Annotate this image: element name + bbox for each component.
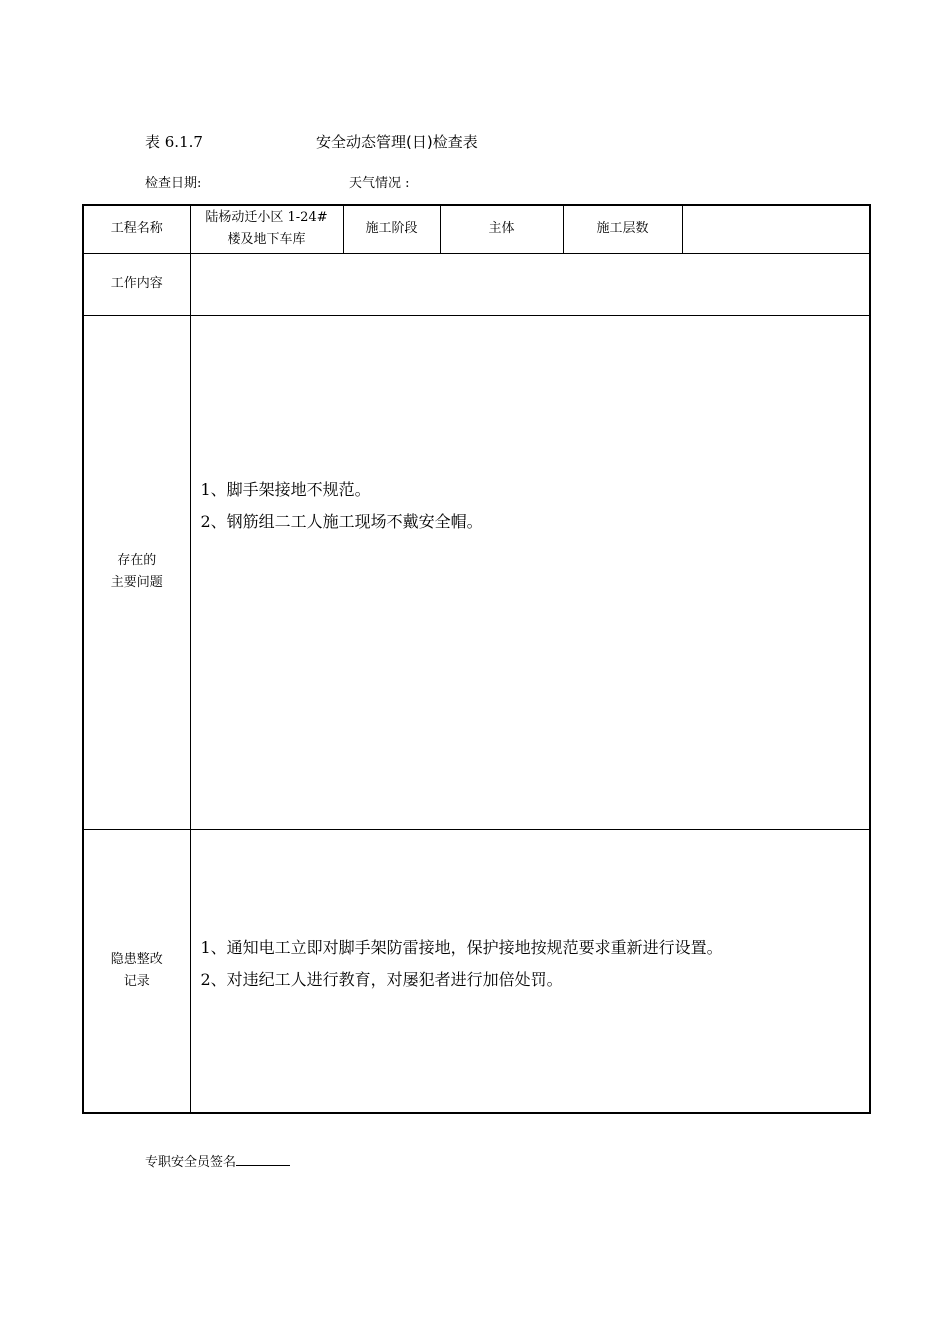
- problems-label: [83, 315, 190, 829]
- safety-officer-signature: [145, 1151, 290, 1170]
- construction-stage-value: 主体: [440, 205, 563, 253]
- project-name-line1: 陆杨动迁小区 1-24#: [205, 210, 328, 226]
- signature-label: 专职安全员签名: [145, 1155, 237, 1170]
- inspection-table: [82, 204, 871, 1114]
- rectification-label-line2: 记录: [123, 973, 150, 989]
- problems-content: [190, 315, 870, 829]
- table-number: 表 6.1.7: [145, 133, 203, 151]
- work-content-row: [83, 253, 870, 315]
- rectification-row: [83, 829, 870, 1113]
- project-name-label: 工程名称: [83, 205, 190, 253]
- work-content-value: [190, 253, 870, 315]
- rectification-label-line1: 隐患整改: [110, 951, 163, 967]
- problem-item: 1、脚手架接地不规范。: [200, 479, 371, 499]
- problems-label-line1: 存在的: [117, 553, 157, 568]
- form-title: 安全动态管理(日)检查表: [316, 133, 478, 151]
- problems-label-line2: 主要问题: [110, 575, 163, 590]
- rectification-item: 1、通知电工立即对脚手架防雷接地，保护接地按规范要求重新进行设置。: [200, 937, 723, 957]
- weather-label: 天气情况 :: [349, 176, 410, 191]
- signature-blank-line[interactable]: [236, 1153, 290, 1166]
- construction-stage-label: 施工阶段: [343, 205, 440, 253]
- rectification-item: 2、对违纪工人进行教育，对屡犯者进行加倍处罚。: [200, 969, 563, 989]
- problem-item: 2、钢筋组二工人施工现场不戴安全帽。: [200, 511, 483, 531]
- project-name-line2: 楼及地下车库: [227, 232, 306, 248]
- inspection-date-label: 检查日期:: [145, 176, 202, 191]
- project-name-value: [190, 205, 343, 253]
- rectification-label: [83, 829, 190, 1113]
- rectification-content: [190, 829, 870, 1113]
- work-content-label: 工作内容: [83, 253, 190, 315]
- construction-floors-value: [682, 205, 870, 253]
- problems-row: [83, 315, 870, 829]
- project-info-row: [83, 205, 870, 253]
- construction-floors-label: 施工层数: [563, 205, 682, 253]
